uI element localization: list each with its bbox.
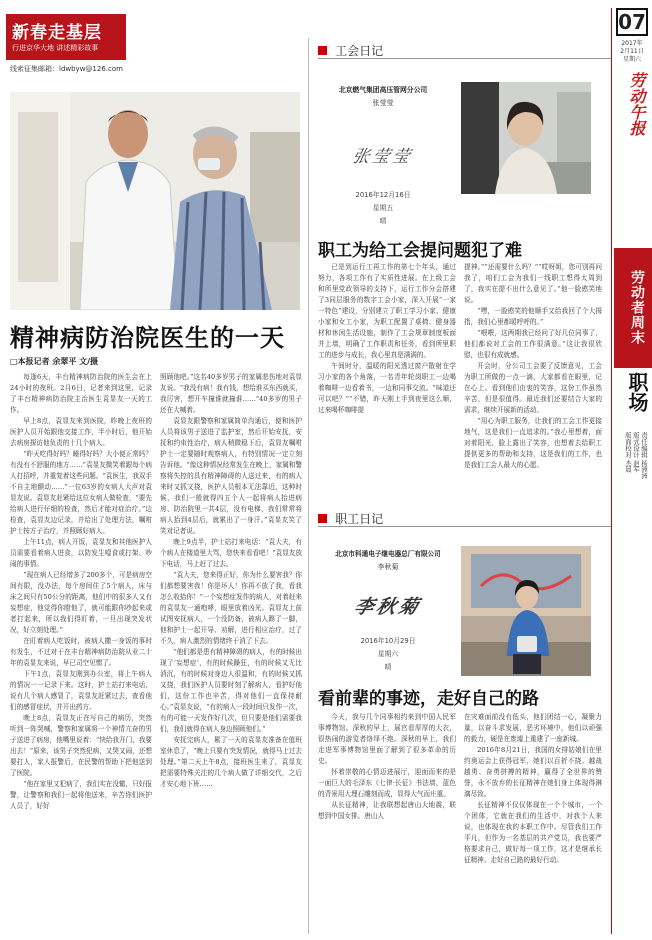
paragraph: 早上8点，袁显友来到医院，昨晚上夜班的医护人员开始跟他交接工作，半小时后，他开始去病房探访他负责的十几个病人。 [10,417,152,447]
left-story-col1 [10,372,152,934]
credit-editor: 责任编辑 杨洲洲 [640,432,648,479]
diary1-weekday: 星期五 [372,204,394,212]
diary2-author-illustration [461,546,591,676]
diary1-heading [318,40,383,56]
paragraph: 今天，我与几个同事相约来到中国人民军事博物馆。深秋的早上，展官看厚厚的大衣，很热闹的游览者络绎不绝。深秋的早上，我们走进军事博物馆里面了解到了很多革命的历史。 [318,713,456,765]
diary2-col1 [318,712,456,934]
paragraph: 午间时分，温暖的阳光透过窗户散射在学习小家的各个角落，一名青年轮岗职工一边喝着咖啡一边看着书，一边和同事交流。“味道还可以吧？”“不错，昨天刚上手到夜里这么顺，过来喝杯咖啡提 [318,362,456,414]
diary2-heading-rule [318,526,612,527]
paragraph: 2016年8月21日，我国的女排姑娘们在里约奥运会上获得冠军，她们以百折不挠、越战越勇、奋勇拼搏的精神，赢得了全世界的赞誉，永不放弃的长征精神在她们身上体现得淋漓尽致。 [464,746,602,798]
diary2-card [318,534,458,684]
diary2-author-photo [461,546,591,676]
paragraph: 晚上8点，袁显友正在写自己的病历，突然听到一阵哭喊，警察和家属将一个神情亢奋的男子送进了病房，他嘴里说着：“快给我开门，我要出去！”原来，该男子突然犯病，又哭又闹，还想要打人，家人报警后，在民警的帮助下把他送到了医院。 [10,714,152,777]
diary1-org: 北京燃气集团高压管网分公司 [338,86,428,94]
section-sub: 职场 [625,372,649,412]
paper-logo: 劳动午报 [627,72,646,136]
diary1-card [318,66,448,236]
diary2-col2 [464,712,602,934]
paragraph: 每逢6天，丰台精神病防治院的医生会在上24小时的夜班。2月6日，记者来到这里，记录了丰台精神病防治院主治医生袁显友一天的工作。 [10,373,152,414]
paragraph: 提神。”“还需要什么吗？”“哎呀姐，您可别再问我了，咱们工会为我们一线职工想得太周到了，我实在提不出什么意见了。”他一脸憨笑地说。 [464,263,602,304]
diary1-col1 [318,262,456,484]
diary1-author: 张莹莹 [372,99,394,107]
diary1-author-illustration [461,82,591,194]
column-title: 新春走基层 [12,23,102,43]
left-story-col2 [160,372,302,934]
diary2-weather: 晴 [384,663,392,671]
diary1-col2 [464,262,602,484]
paragraph: 从长征精神，让我联想起唐山大地震，联想到中国女排。唐山人 [318,801,456,820]
diary1-headline: 职工为给工会提问题犯了难 [318,241,522,261]
diary1-weather: 晴 [379,217,387,225]
paragraph: 怀着崇敬的心情迈进展厅，迎面而来的是一面巨大的毛泽东《七律·长征》书法墙，蓝色的背景用大理石雕刻而成，显得大气而庄重。 [318,768,456,798]
diary2-heading-label: 职工日记 [335,512,384,526]
section-name: 劳动者周末 [629,269,645,345]
credit-design: 版式设计 赵军 [632,432,640,473]
square-icon [318,46,327,55]
column-slogan: 行进京华大地 讲述精彩故事 [12,44,99,52]
diary2-org: 北京市科通电子继电器总厂有限公司 [335,550,441,558]
paragraph: 上午11点，病人开饭，袁显友和其他医护人员需要看着病人进食，以防发生噎食或打架、吵闹的事情。 [10,538,152,568]
main-headline: 精神病防治院医生的一天 [10,324,285,352]
diary2-weekday: 星期六 [377,650,399,658]
paragraph: “袁大夫，您来得正好，你为什么要害我？你们都想要害我！你是坏人！你再不放了我，看我怎么收拾你！”一个妄想症发作的病人，对着赶来的袁显友一通咆哮，眼里放着凶光。袁显友上前试图安抚病人，一个没防备，被病人踢了一脚，他和护士一起开导、劝解，进行相应治疗，过了不久，病人激烈的情绪终于消了下去。 [160,571,302,645]
right-strip-divider [611,8,612,934]
paragraph: “用心为职工服务，让我们的工会工作更接地气，这是我们一直追求的。”我心里想着，面对着阳光，脸上露出了笑容，也想着去给职工提供更多的帮助和支持，这是我们的工作，也是我们工会人最大的心愿。 [464,417,602,469]
paragraph: 晚上9点半，护士站打来电话：“袁大夫，有个病人在楼道里大骂，您快来看看吧！”袁显友放下电话，马上赶了过去。 [160,538,302,568]
diary2-signature: 李秋菊 [351,596,424,618]
credit-proof: 版面校对 杰晨 [624,432,632,473]
credits [618,432,648,512]
diary1-signature: 张莹莹 [350,147,415,167]
byline: □本报记者 余翠平 文/摄 [10,357,99,366]
diary1-date: 2016年12月16日 [355,191,411,199]
paragraph: 下午1点，袁显友刚到办公室，将上午病人的情况一一记录下来。这时，护士站打来电话，说有几个病人感冒了，袁显友赶紧过去，查看他们的感冒症状，并开出药方。 [10,670,152,711]
square-icon [318,514,327,523]
diary2-date: 2016年10月29日 [360,637,416,645]
paragraph: 照顾他吧。”这名40多岁男子的家属悲伤地对袁显友说。“我没有病！我有钱，想给谁买东西就买，我厉害，想开车撞谁就撞谁……”40多岁的男子还在大喊着。 [160,373,302,414]
diary1-heading-label: 工会日记 [335,44,384,58]
diary2-author: 李秋菊 [377,563,399,571]
diary2-headline: 看前辈的事迹，走好自己的路 [318,689,539,709]
diary2-heading [318,508,383,524]
paragraph: “现在病人已经增多了200多个，可是病房空间有限，没办法，每个房间住了5个病人，床与床之间只有50公分的距离，他们中的很多人又有妄想症，他觉得你瞪他了，就可能跟你吵起来或者打起来，所以我们得盯着，一旦出现突发状况，好立刻处理。” [10,571,152,634]
paragraph: 开会时，分公司工会要了反馈意见，工会为职工所做的一点一滴，大家都看在眼里，记在心上。看到他们由衷的笑容，这份工作虽然辛苦，但是很值得。最近我们还要结合大家的需求，继续开展新的活动。 [464,362,602,414]
paragraph: “昨天吃得好吗？睡得好吗？大小便正常吗？有没有不舒服的地方……”袁显友微笑着跟每个病人打招呼，并重复着这些问题。“袁医生，我双手不自主地颤动……”一位63岁的女病人大声对袁显友说。袁显友赶紧给这位女病人做检查，“要先给病人进行仔细的检查，然后才能对症治疗。”边检查，袁显友边记录，并给出了处理方法，嘱咐护士按方子治疗，并照顾好病人。 [10,450,152,535]
paragraph: “他们都是患有精神障碍的病人，有的时候出现了‘妄想症’，有的时候躁狂，有的时候又无比消沉，有的时候对身边人很温和，有的时候又抓又挠，我们医护人员要时刻了解病人，看护好他们，这份工作也辛苦，得对他们一直保持耐心。”袁显友说，“有的病人一段时间只发作一次，有的可能一天发作好几次，但只要是他们需要我们，我们就得在病人身边照顾他们。” [160,648,302,733]
paragraph: 袁显友跟警察和家属简单沟通后，便和医护人员将该男子送进了监护室，然后开始安抚，安抚和约束性治疗，病人稍微稳下后，袁显友嘱咐护士一定要随时观察病人，有特别情况一定立刻告诉他。“像这种情况经常发生在晚上，家属和警察将失控的具有精神障碍的人送过来，有的病人来时又抓又挠，医护人员根本无法靠近，这种时候，我们一般就得四五个人一起将病人抬进病房、防治院里一共4层，没有电梯，我们常常将病人抬到4层后，就累出了一身汗。”袁显友笑了笑对记者说。 [160,417,302,535]
paragraph: 在灾难面前没有低头，他们团结一心，凝聚力量，以奋斗求发展，恶劣环境中，他们以顽强的毅力，硬是在废墟上重建了一座新城。 [464,713,602,743]
paragraph: “嘿，一脸憨笑的他顺手又给我回了个大拇指，我们心里都暖呼呼的。” [464,307,602,326]
paragraph: “喂喂，这两期我已经问了好几位同事了，他们都说对工会的工作很满意。”这让我很欣慰，也很有成就感。 [464,329,602,359]
page-number: 07 [616,8,648,36]
diary1-author-photo [461,82,591,194]
paragraph: 已是到运行工再工作的第七个年头，通过努力，各项工作有了实质性进展。在上级工会和所里党政领导的支持下，运行工作分会搭建了3同层服务的数字工会小家，深入开展“一家一特色”建设，分别建立了职工学习小家、健康小家和女工小家，为职工配置了桌椅、健身器材和休闲生活设施，制作了工会规章制度板面并上墙，明确了工作职责和任务，看到所里职工的进步与成长，我心里真是满满的。 [318,263,456,359]
column-divider [308,38,309,934]
paragraph: “他在家里又犯病了，我们实在没辙，只好报警，让警察和我们一起将他送来，辛苦你们医护人员了，好好 [10,780,152,810]
doctor-patient-photo [10,92,300,310]
doctor-patient-illustration [10,92,300,310]
paragraph: 长征精神不仅仅体现在一个个城市，一个个团体，它就在我们的生活中，对我个人来说，也体现在我的本职工作中。尽管我们工作平凡，但作为一名基层的共产党员，我也要严格要求自己，做好每一项工作，这才是继承长征精神、走好自己路的最好行动。 [464,801,602,864]
issue-date: 2017年 2月11日 星期六 [620,40,644,63]
email-line: 线索征集邮箱：ldwbyw@126.com [10,65,123,73]
diary1-heading-rule [318,58,612,59]
paragraph: 安抚完病人，累了一天的袁显友准备在值班室休息了，“晚上只要有突发情况，就得马上过去处理。”第二天上午8点，接班医生来了，袁显友把需要特殊关注的几个病人做了详细交代，之后才安心地下班…… [160,736,302,788]
paragraph: 在盯着病人吃饭时，被病人撒一身饭的事时有发生，不过对于在丰台精神病防治院从业二十年的袁显友来说，早已司空见惯了。 [10,637,152,667]
column-masthead [6,14,126,60]
